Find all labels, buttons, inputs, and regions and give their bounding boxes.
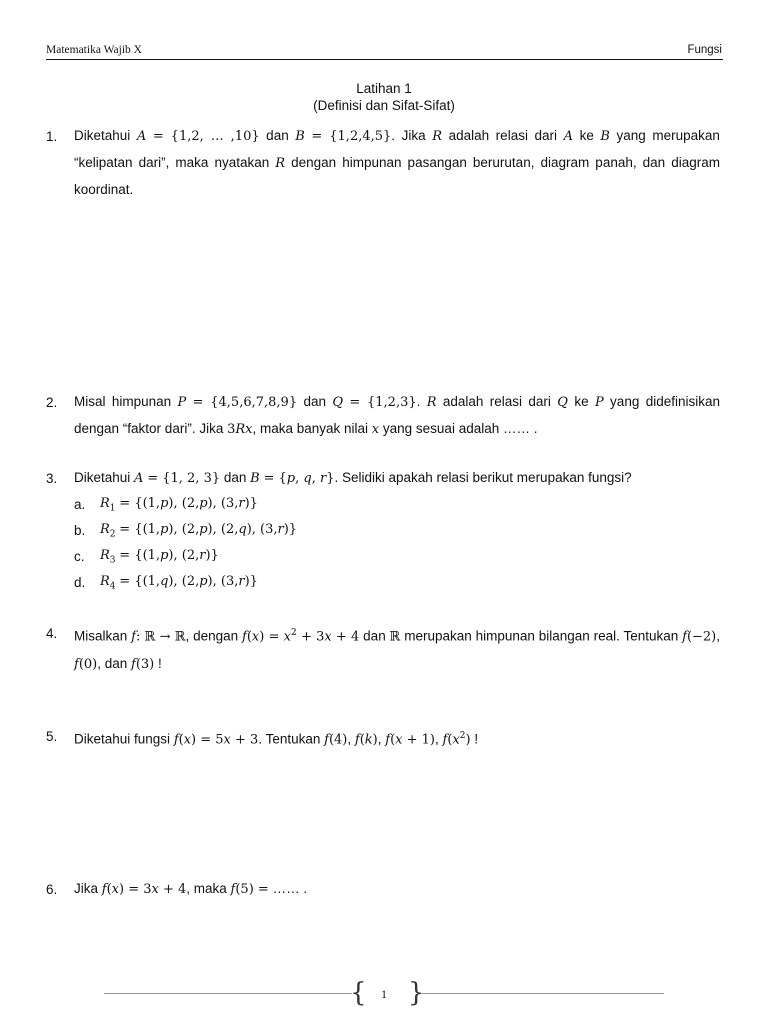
header-topic: Fungsi [687,44,722,56]
question-2-text: Misal himpunan P = {4,5,6,7,8,9} dan Q = {1,2,3}. R adalah relasi dari Q ke P yang didefinisikan dengan “faktor dari”. Jika 3Rx, maka banyak nilai x yang sesuai adalah …… . [74,394,720,437]
footer-brace-left: { [350,978,367,1008]
option-c-relation: $R_3 = \{(1,p)$, (2,r)} [100,548,219,566]
question-6-text: Jika f(x) = 3x + 4, maka f(5) = …… . [74,881,308,897]
question-4-text: Misalkan f: ℝ → ℝ, dengan $f(x) = x^2 + 3x + 4$ dan ℝ merupakan himpunan bilangan real. Tentukan f(−2), f(0), dan f(3) ! [74,628,721,672]
question-3-text: Diketahui A = {1, 2, 3} dan B = {p, q, r}. Selidiki apakah relasi berikut merupakan fungsi? [74,470,632,486]
footer-line-right [422,993,664,994]
option-d-relation: $R_4 = \{(1,q)$, (2,p), (3,r)} [100,574,258,592]
option-d-letter: d. [74,575,86,590]
header-subject: Matematika Wajib X [46,44,142,56]
header-divider [46,59,723,60]
page-title: Latihan 1 [356,81,412,96]
option-a-letter: a. [74,497,86,512]
question-1-text: Diketahui A = {1,2, … ,10} dan B = {1,2,4,5}. Jika R adalah relasi dari A ke B yang merupakan “kelipatan dari”, maka nyatakan R dengan himpunan pasangan berurutan, diagram panah, dan diagram koordinat. [74,128,720,197]
footer-line-left [104,993,352,994]
question-4-number: 4. [46,626,58,641]
page-subtitle: (Definisi dan Sifat-Sifat) [313,98,455,113]
page-number: 1 [381,987,387,1001]
option-a-relation: $R_1 = \{(1,p)$, (2,p), (3,r)} [100,496,258,514]
question-5-number: 5. [46,729,58,744]
footer-brace-right: } [408,978,425,1008]
option-b-letter: b. [74,523,86,538]
question-1-number: 1. [46,129,58,144]
option-c-letter: c. [74,549,85,564]
question-3-number: 3. [46,471,58,486]
question-5-text: Diketahui fungsi f(x) = 5x + 3. Tentukan f(4), f(k), f(x + 1), $f(x^2)$ ! [74,731,479,748]
question-2-number: 2. [46,395,58,410]
option-b-relation: $R_2 = \{(1,p)$, (2,p), (2,q), (3,r)} [100,522,298,540]
question-6-number: 6. [46,882,58,897]
